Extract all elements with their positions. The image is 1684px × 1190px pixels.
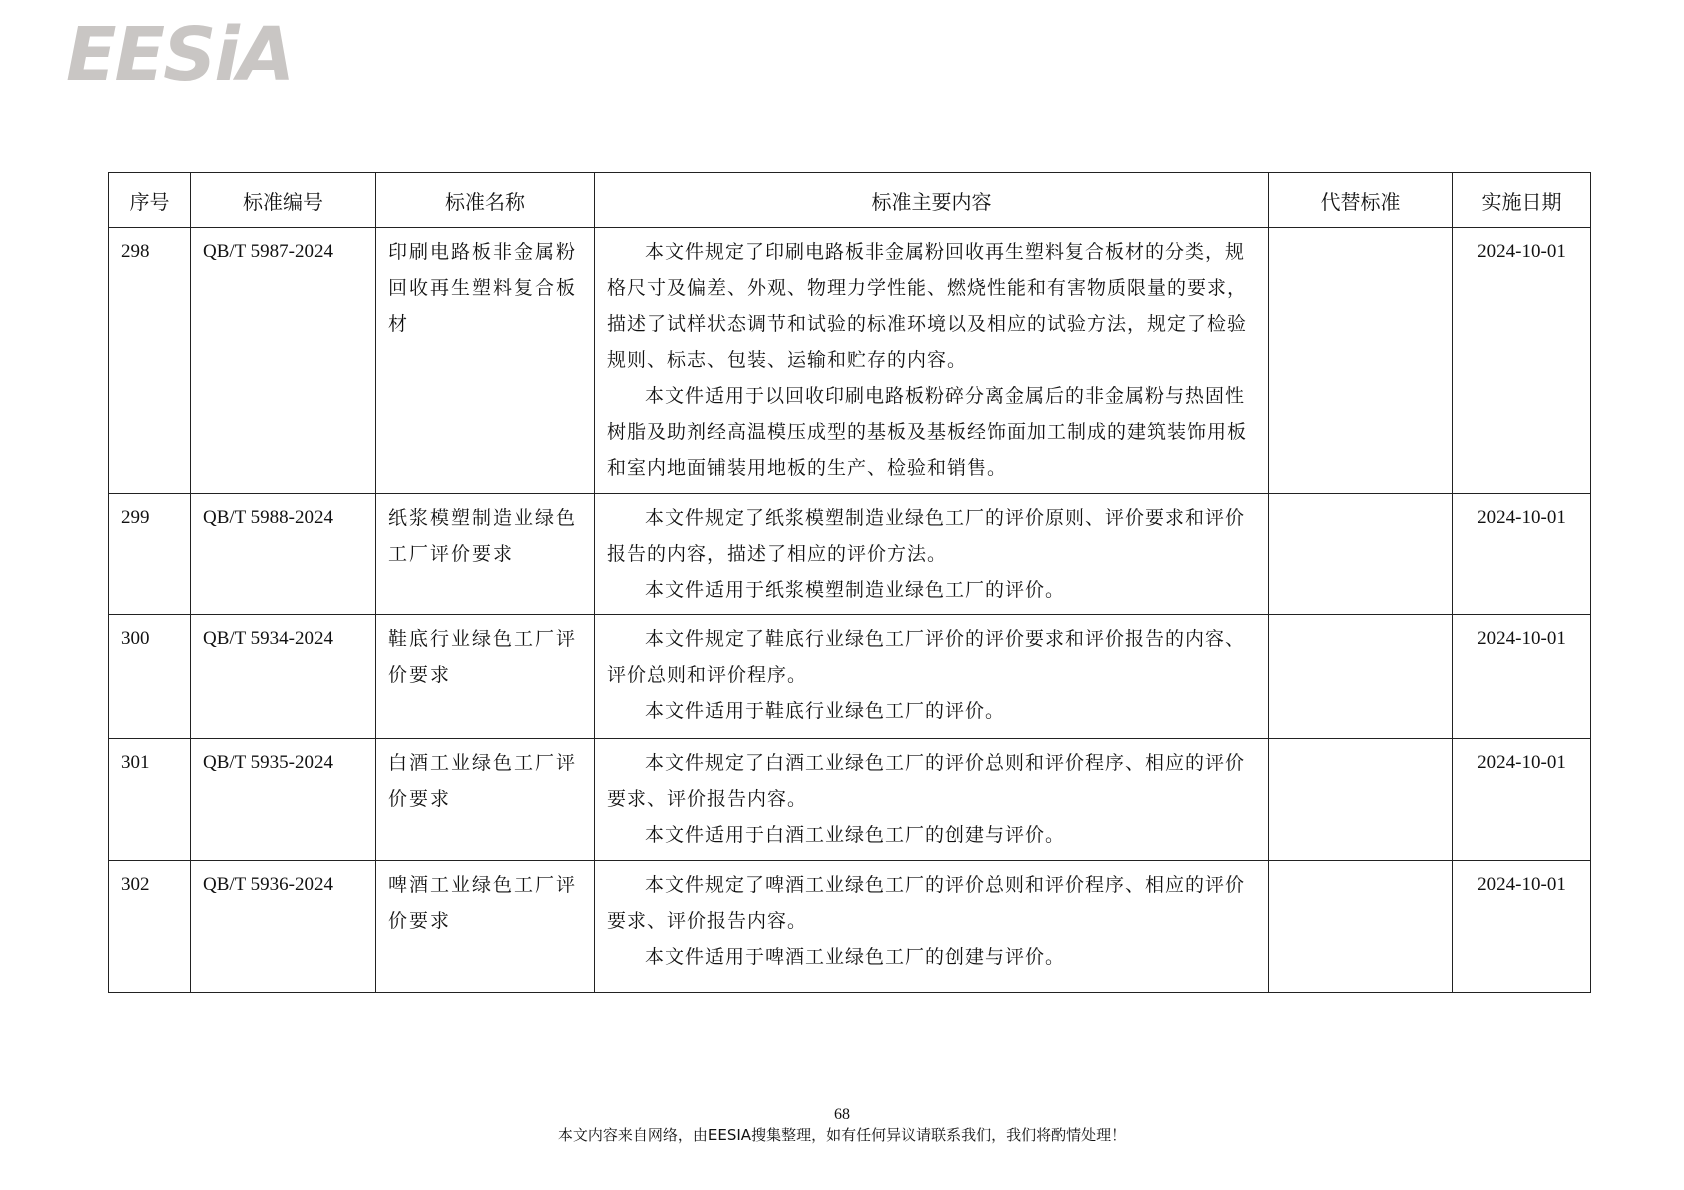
- row-code: QB/T 5987-2024: [191, 228, 376, 494]
- footer-disclaimer: 本文内容来自网络，由EESIA搜集整理，如有任何异议请联系我们，我们将酌情处理！: [557, 1126, 1127, 1144]
- row-content: [595, 228, 1269, 494]
- row-content: [595, 615, 1269, 739]
- eesia-logo: EESiA: [66, 12, 294, 98]
- row-name: 纸浆模塑制造业绿色工厂评价要求: [376, 494, 595, 615]
- header-name: 标准名称: [376, 173, 595, 228]
- row-replaces: [1269, 739, 1453, 861]
- content-paragraph: 本文件规定了啤酒工业绿色工厂的评价总则和评价程序、相应的评价要求、评价报告内容。: [607, 874, 1246, 932]
- content-paragraph: 本文件适用于鞋底行业绿色工厂的评价。: [645, 700, 1006, 722]
- content-paragraph: 本文件适用于白酒工业绿色工厂的创建与评价。: [645, 824, 1066, 846]
- header-date: 实施日期: [1453, 173, 1591, 228]
- row-code: QB/T 5934-2024: [191, 615, 376, 739]
- row-replaces: [1269, 494, 1453, 615]
- content-paragraph: 本文件规定了印刷电路板非金属粉回收再生塑料复合板材的分类，规格尺寸及偏差、外观、物理力学性能、燃烧性能和有害物质限量的要求，描述了试样状态调节和试验的标准环境以及相应的试验方法，规定了检验规则、标志、包装、运输和贮存的内容。: [607, 241, 1248, 371]
- row-content: [595, 739, 1269, 861]
- header-replaces: 代替标准: [1269, 173, 1453, 228]
- row-date: 2024-10-01: [1453, 739, 1591, 861]
- table-row: [109, 739, 1591, 861]
- table-row: [109, 494, 1591, 615]
- row-replaces: [1269, 615, 1453, 739]
- row-date: 2024-10-01: [1453, 228, 1591, 494]
- row-replaces: [1269, 861, 1453, 993]
- row-content: [595, 861, 1269, 993]
- row-name: 印刷电路板非金属粉回收再生塑料复合板材: [376, 228, 595, 494]
- header-content: 标准主要内容: [595, 173, 1269, 228]
- row-date: 2024-10-01: [1453, 861, 1591, 993]
- header-code: 标准编号: [191, 173, 376, 228]
- header-num: 序号: [109, 173, 191, 228]
- content-paragraph: 本文件规定了纸浆模塑制造业绿色工厂的评价原则、评价要求和评价报告的内容，描述了相应的评价方法。: [607, 507, 1246, 565]
- table-row: [109, 861, 1591, 993]
- content-paragraph: 本文件规定了白酒工业绿色工厂的评价总则和评价程序、相应的评价要求、评价报告内容。: [607, 752, 1246, 810]
- row-code: QB/T 5935-2024: [191, 739, 376, 861]
- row-num: 301: [109, 739, 191, 861]
- row-num: 302: [109, 861, 191, 993]
- row-content: [595, 494, 1269, 615]
- table-row: [109, 615, 1591, 739]
- content-paragraph: 本文件规定了鞋底行业绿色工厂评价的评价要求和评价报告的内容、评价总则和评价程序。: [607, 628, 1246, 686]
- table-row: [109, 228, 1591, 494]
- page-number: 68: [834, 1106, 850, 1123]
- row-date: 2024-10-01: [1453, 494, 1591, 615]
- content-paragraph: 本文件适用于啤酒工业绿色工厂的创建与评价。: [645, 946, 1066, 968]
- content-paragraph: 本文件适用于纸浆模塑制造业绿色工厂的评价。: [645, 579, 1066, 601]
- table-header-row: [109, 173, 1591, 228]
- row-name: 鞋底行业绿色工厂评价要求: [376, 615, 595, 739]
- row-num: 298: [109, 228, 191, 494]
- row-code: QB/T 5936-2024: [191, 861, 376, 993]
- content-paragraph: 本文件适用于以回收印刷电路板粉碎分离金属后的非金属粉与热固性树脂及助剂经高温模压成型的基板及基板经饰面加工制成的建筑装饰用板和室内地面铺装用地板的生产、检验和销售。: [607, 385, 1248, 479]
- row-replaces: [1269, 228, 1453, 494]
- row-name: 啤酒工业绿色工厂评价要求: [376, 861, 595, 993]
- row-name: 白酒工业绿色工厂评价要求: [376, 739, 595, 861]
- standards-table: [108, 172, 1591, 993]
- row-date: 2024-10-01: [1453, 615, 1591, 739]
- row-num: 299: [109, 494, 191, 615]
- row-num: 300: [109, 615, 191, 739]
- row-code: QB/T 5988-2024: [191, 494, 376, 615]
